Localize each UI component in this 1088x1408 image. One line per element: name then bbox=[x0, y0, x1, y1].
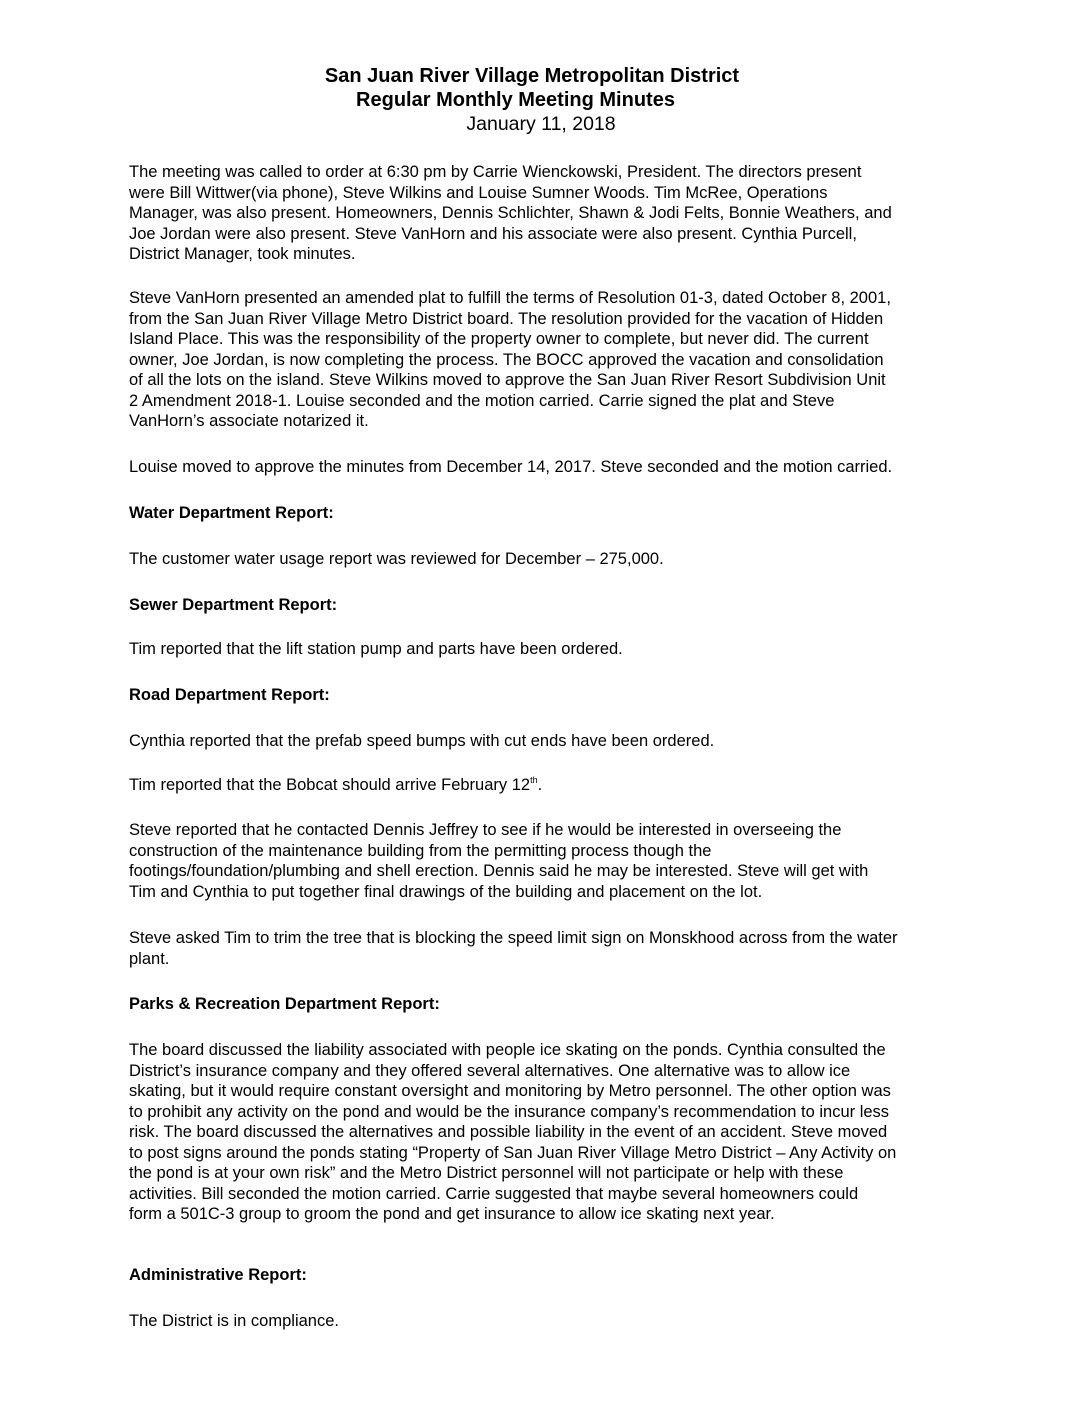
text-line: Steve asked Tim to trim the tree that is blocking the speed limit sign on Monskhood across from the water bbox=[129, 929, 898, 947]
text-line: 2 Amendment 2018-1. Louise seconded and the motion carried. Carrie signed the plat and Steve bbox=[129, 391, 835, 410]
text-line: District’s insurance company and they offered several alternatives. One alternative was to allow ice bbox=[129, 1061, 851, 1080]
text-line: Joe Jordan were also present. Steve VanHorn and his associate were also present. Cynthia Purcell, bbox=[129, 224, 857, 243]
administrative-text: The District is in compliance. bbox=[129, 1312, 339, 1330]
text-line: The meeting was called to order at 6:30 pm by Carrie Wienckowski, President. The directors present bbox=[129, 163, 862, 181]
text-line: activities. Bill seconded the motion carried. Carrie suggested that maybe several homeowners could bbox=[129, 1184, 859, 1203]
meeting-date: January 11, 2018 bbox=[466, 113, 616, 135]
parks-recreation-heading: Parks & Recreation Department Report: bbox=[129, 995, 440, 1013]
maintenance-building-paragraph bbox=[129, 820, 969, 902]
text-line: construction of the maintenance building from the permitting process though the bbox=[129, 841, 712, 860]
text-line: footings/foundation/plumbing and shell erection. Dennis said he may be interested. Steve will get with bbox=[129, 862, 869, 880]
bobcat-text: Tim reported that the Bobcat should arrive February 12 bbox=[129, 776, 531, 794]
text-line: VanHorn’s associate notarized it. bbox=[129, 412, 369, 430]
text-line: plant. bbox=[129, 949, 170, 968]
sewer-department-heading: Sewer Department Report: bbox=[129, 596, 338, 614]
text-line: skating, but it would require constant oversight and monitoring by Metro personnel. The other option was bbox=[129, 1082, 891, 1100]
opening-paragraph bbox=[129, 162, 969, 265]
water-department-text: The customer water usage report was reviewed for December – 275,000. bbox=[129, 550, 664, 568]
minutes-approval-paragraph: Louise moved to approve the minutes from December 14, 2017. Steve seconded and the motion carried. bbox=[129, 458, 893, 476]
text-line: Island Place. This was the responsibility of the property owner to complete, but never did. The current bbox=[129, 330, 869, 348]
administrative-heading: Administrative Report: bbox=[129, 1266, 307, 1284]
meeting-title: Regular Monthly Meeting Minutes bbox=[356, 89, 675, 111]
text-line: owner, Joe Jordan, is now completing the process. The BOCC approved the vacation and consolidation bbox=[129, 350, 884, 369]
text-line: Tim and Cynthia to put together final drawings of the building and placement on the lot. bbox=[129, 882, 763, 901]
text-line: to prohibit any activity on the pond and would be the insurance company’s recommendation to incur less bbox=[129, 1102, 890, 1121]
speed-bumps-paragraph: Cynthia reported that the prefab speed bumps with cut ends have been ordered. bbox=[129, 732, 715, 750]
text-line: Steve VanHorn presented an amended plat to fulfill the terms of Resolution 01-3, dated October 8, 2001, bbox=[129, 289, 891, 307]
parks-recreation-paragraph bbox=[129, 1040, 969, 1225]
text-line: of all the lots on the island. Steve Wilkins moved to approve the San Juan River Resort Subdivision Unit bbox=[129, 371, 886, 389]
sewer-department-text: Tim reported that the lift station pump and parts have been ordered. bbox=[129, 640, 623, 658]
bobcat-period: . bbox=[537, 776, 543, 794]
text-line: The board discussed the liability associated with people ice skating on the ponds. Cynthia consulted the bbox=[129, 1041, 886, 1059]
text-line: to post signs around the ponds stating “Property of San Juan River Village Metro District – Any Activity on bbox=[129, 1143, 897, 1162]
text-line: from the San Juan River Village Metro District board. The resolution provided for the vacation of Hidden bbox=[129, 309, 884, 328]
water-department-heading: Water Department Report: bbox=[129, 504, 334, 522]
text-line: form a 501C-3 group to groom the pond and get insurance to allow ice skating next year. bbox=[129, 1205, 775, 1223]
document-header bbox=[0, 64, 1088, 136]
text-line: risk. The board discussed the alternatives and possible liability in the event of an accident. Steve moved bbox=[129, 1123, 888, 1141]
bobcat-paragraph bbox=[129, 775, 969, 796]
tree-trim-paragraph bbox=[129, 928, 969, 969]
text-line: District Manager, took minutes. bbox=[129, 245, 356, 263]
plat-paragraph bbox=[129, 288, 969, 432]
text-line: were Bill Wittwer(via phone), Steve Wilkins and Louise Sumner Woods. Tim McRee, Operations bbox=[129, 183, 828, 202]
district-title: San Juan River Village Metropolitan District bbox=[324, 65, 740, 87]
text-line: the pond is at your own risk” and the Metro District personnel will not participate or help with these bbox=[129, 1164, 844, 1182]
text-line: Manager, was also present. Homeowners, Dennis Schlichter, Shawn & Jodi Felts, Bonnie Weathers, and bbox=[129, 204, 892, 222]
ordinal-suffix: th bbox=[530, 775, 538, 785]
road-department-heading: Road Department Report: bbox=[129, 686, 330, 704]
text-line: Steve reported that he contacted Dennis Jeffrey to see if he would be interested in overseeing the bbox=[129, 821, 842, 839]
